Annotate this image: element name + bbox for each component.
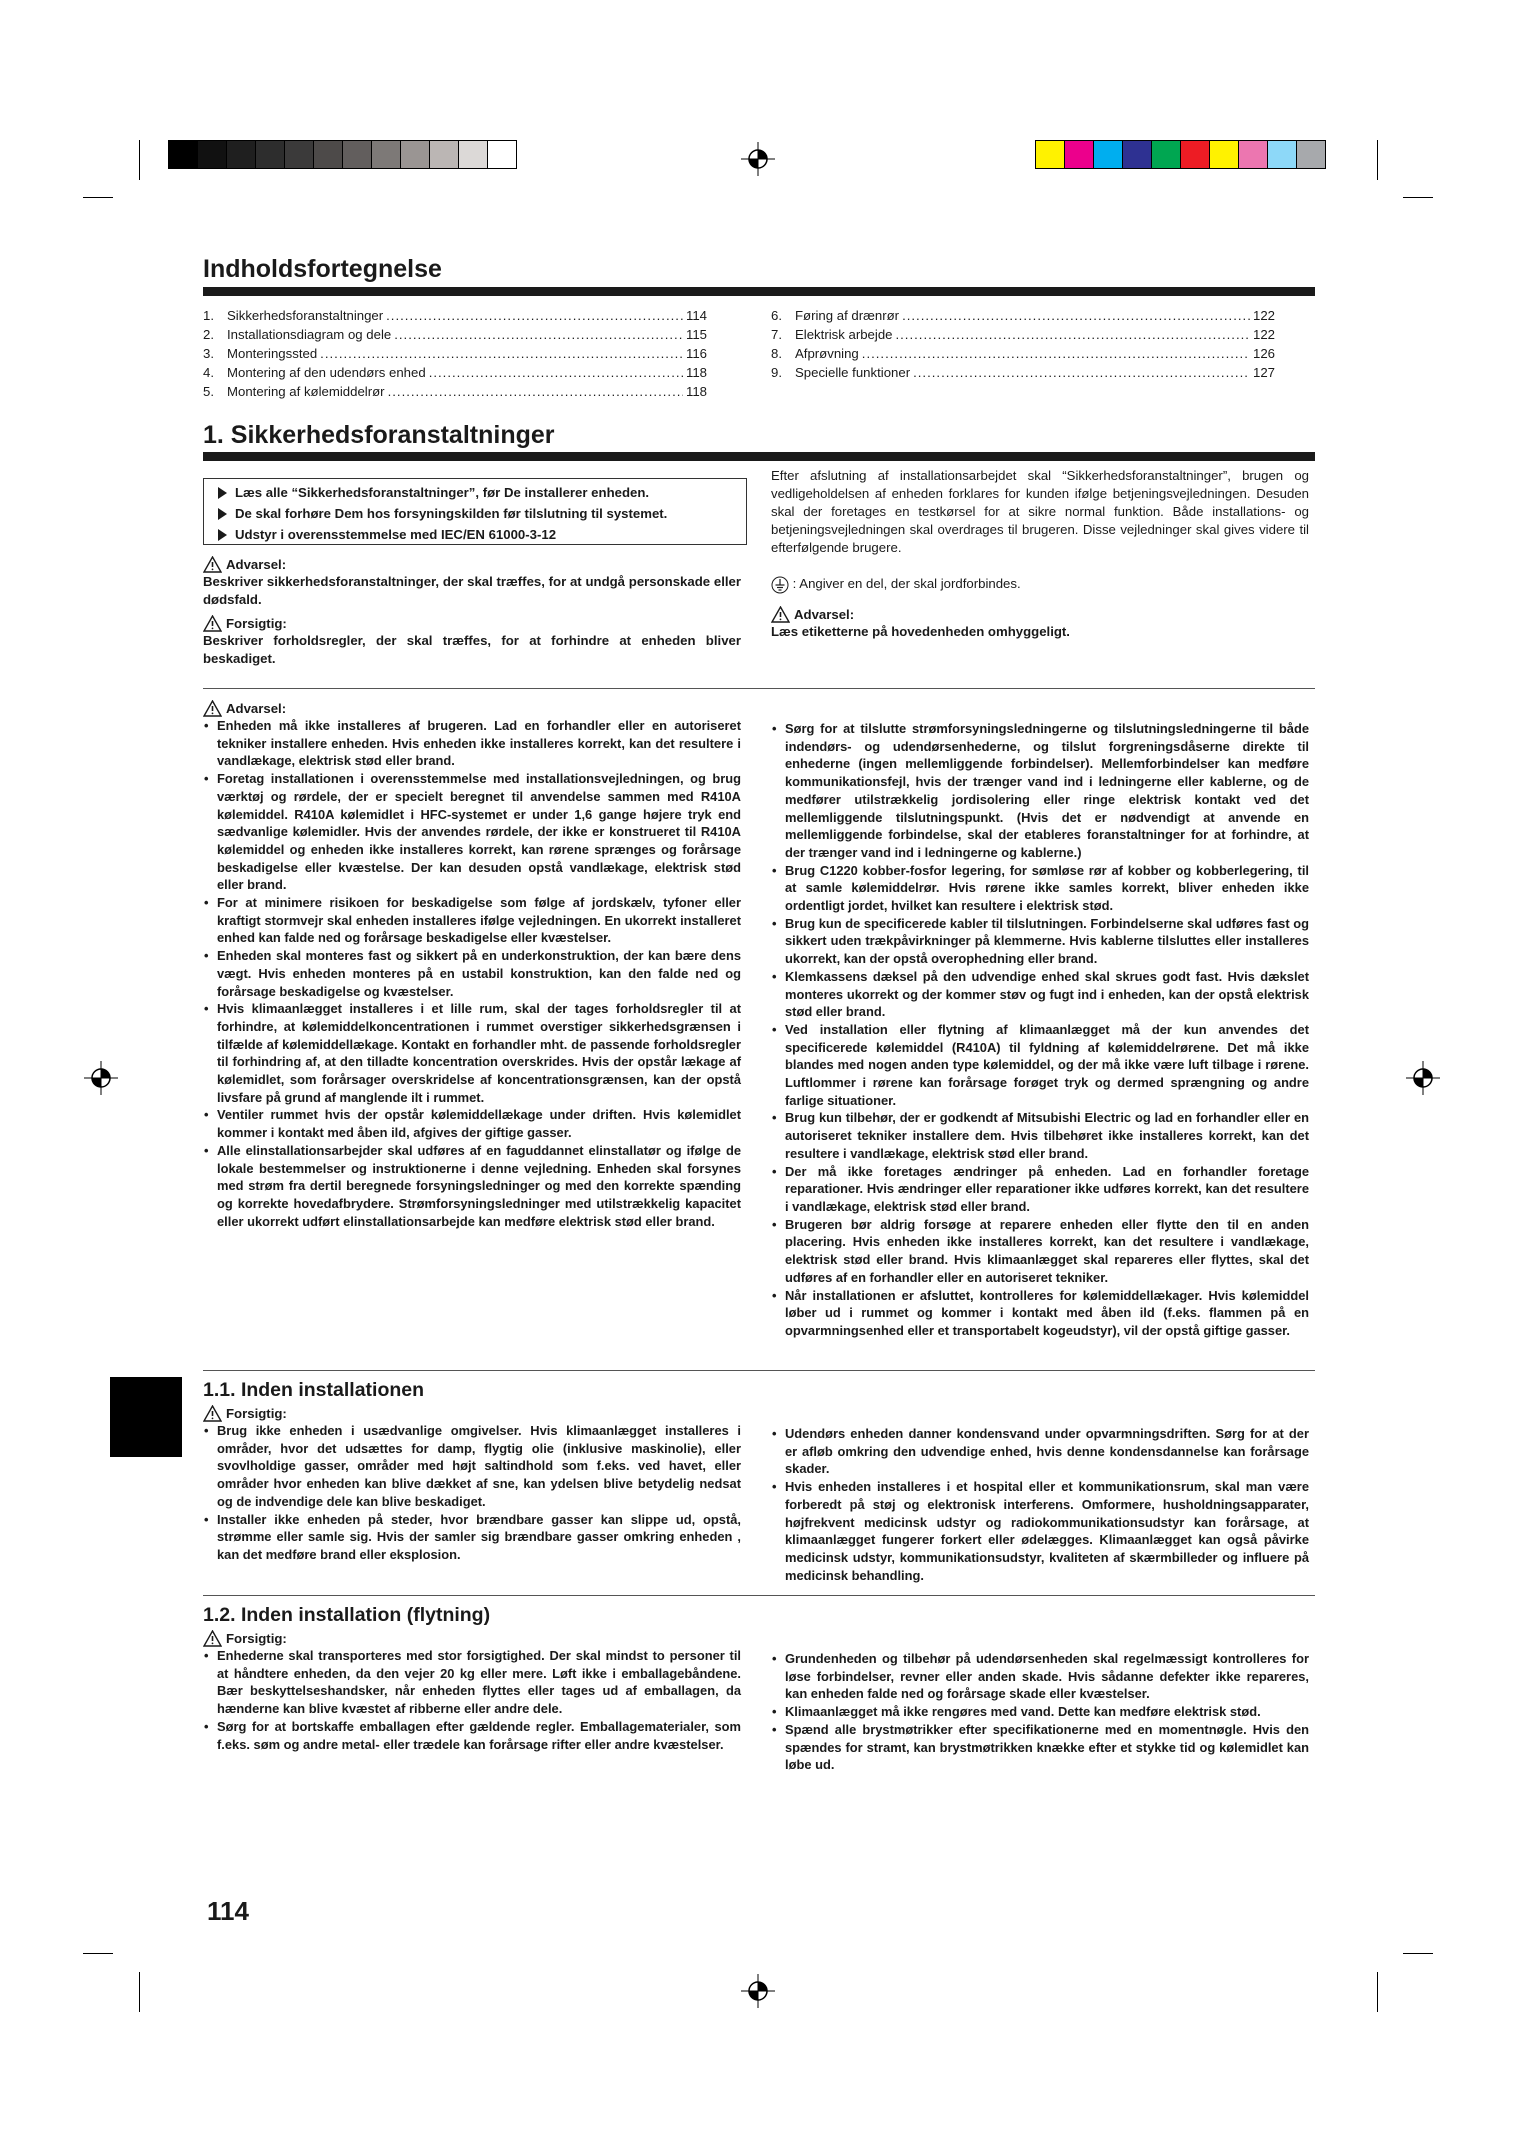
color-calibration-bar bbox=[1035, 140, 1326, 169]
forsigtig-heading: Forsigtig: bbox=[203, 1405, 741, 1422]
toc-entry[interactable] bbox=[771, 325, 1275, 344]
s12-right bbox=[771, 1650, 1309, 1774]
divider bbox=[203, 688, 1315, 689]
toc-entry-page: 114 bbox=[685, 308, 707, 323]
color-swatch bbox=[429, 141, 458, 168]
toc-entry-number: 8. bbox=[771, 346, 782, 361]
toc-entry-page: 115 bbox=[685, 327, 707, 342]
important-notice-box bbox=[203, 478, 747, 545]
bullet-item: • Hvis enheden installeres i et hospital eller et kommunikationsrum, skal man være forberedt på støj og elektronisk interferens. Omformere, husholdningsapparater, højfrekvent medicinsk udstyr og radiokommunikationsudstyr kan forårsage, at klimaanlægget fungerer forkert eller ødelægges. Klimaanlægget kan også påvirke medicinsk udstyr, kommunikationsudstyr, kvaliteten af skærmbilleder og influere på medicinsk behandling. bbox=[771, 1478, 1309, 1584]
toc-entry-page: 122 bbox=[1252, 308, 1275, 323]
color-swatch bbox=[342, 141, 371, 168]
section-title: 1. Sikkerhedsforanstaltninger bbox=[203, 421, 555, 449]
color-swatch bbox=[1296, 141, 1325, 168]
caution-list bbox=[771, 1650, 1309, 1774]
subsection-title: 1.1. Inden installationen bbox=[203, 1379, 425, 1401]
warnings-left bbox=[203, 700, 741, 1230]
bullet-item: • Sørg for at tilslutte strømforsyningsledningerne og tilslutningsledningerne til både indendørs- og udendørsenhederne, og tilslut forgreningsdåserne direkte til enhederne (ingen mellemliggende forbindelser). Mellemforbindelser kan medføre kommunikationsfejl, hvis der trænger vand ind i ledningerne eller kablerne, og de medfører utilstrækkelig jordisolering eller ringe elektrisk kontakt ved det mellemliggende tilslutningspunkt. (Hvis det er nødvendigt at anvende en mellemliggende forbindelse, skal der etableres foranstaltninger for at forhindre, at der trænger vand ind i ledningerne og kablerne.) bbox=[771, 720, 1309, 862]
toc-entry-number: 9. bbox=[771, 365, 782, 380]
toc-entry-number: 4. bbox=[203, 365, 214, 380]
toc-title: Indholdsfortegnelse bbox=[203, 255, 442, 283]
toc-entry[interactable] bbox=[203, 325, 707, 344]
crop-mark bbox=[139, 140, 140, 180]
divider bbox=[203, 1595, 1315, 1596]
color-swatch bbox=[1209, 141, 1238, 168]
warning-list bbox=[771, 720, 1309, 1340]
s11-left bbox=[203, 1405, 741, 1564]
bullet-item: • Klemkassens dæksel på den udvendige enhed skal skrues godt fast. Hvis dækslet monteres ukorrekt og der kommer støv og fugt ind i enheden, kan der opstå elektrisk stød eller brand. bbox=[771, 968, 1309, 1021]
color-swatch bbox=[1267, 141, 1296, 168]
color-swatch bbox=[458, 141, 487, 168]
toc-entry[interactable] bbox=[771, 306, 1275, 325]
section-rule bbox=[203, 452, 1315, 461]
color-swatch bbox=[1180, 141, 1209, 168]
color-swatch bbox=[1064, 141, 1093, 168]
bullet-item: • Enheden skal monteres fast og sikkert på en underkonstruktion, der kan bære dens vægt. Hvis enheden monteres på en ustabil konstruktion, kan den falde ned og forårsage beskadigelse og kvæstelser. bbox=[203, 947, 741, 1000]
toc-entry-label: Installationsdiagram og dele bbox=[227, 327, 392, 342]
advarsel-heading: Advarsel: bbox=[203, 556, 741, 573]
bullet-item: • Brug ikke enheden i usædvanlige omgivelser. Hvis klimaanlægget installeres i områder, hvor det udsættes for damp, flygtig olie (inklusive maskinolie), eller svovlholdige gasser, områder med højt saltindhold som f.eks. ved havet, eller områder hvor enheden kan blive dækket af sne, kan ydelsen blive betydelig nedsat og de indvendige dele kan blive beskadiget. bbox=[203, 1422, 741, 1511]
color-swatch bbox=[1238, 141, 1267, 168]
toc-entry-page: 118 bbox=[685, 365, 707, 380]
forsigtig-text: Beskriver forholdsregler, der skal træffes, for at forhindre at enheden bliver beskadiget. bbox=[203, 633, 741, 666]
arrow-right-icon bbox=[218, 508, 227, 520]
toc-leader-dots bbox=[913, 363, 1250, 382]
divider bbox=[203, 1370, 1315, 1371]
forsigtig-heading: Forsigtig: bbox=[203, 1630, 741, 1647]
warning-triangle-icon bbox=[203, 556, 222, 573]
bullet-item: • Hvis klimaanlægget installeres i et lille rum, skal der tages forholdsregler til at forhindre, at kølemiddelkoncentrationen i rummet overstiger sikkerhedsgrænsen i tilfælde af kølemiddellækage. Kontakt en forhandler mht. de passende forholdsregler til forhindring af, at den tilladte koncentration overskrides. Hvis der opstår lækage af kølemidlet, som forårsager overskridelse af koncentrationsgrænsen, kan der opstå livsfare på grund af manglende ilt i rummet. bbox=[203, 1000, 741, 1106]
intro-text: Efter afslutning af installationsarbejdet skal “Sikkerhedsforanstaltninger”, brugen og vedligeholdelsen af enheden forklares for kunden ifølge betjeningsvejledningen. Desuden skal der foretages en testkørsel for at sikre normal funktion. Både installations- og betjeningsvejledningen skal overdrages til brugeren. Disse vejledninger skal gives videre til efterfølgende brugere. bbox=[771, 468, 1309, 555]
bullet-item: • Der må ikke foretages ændringer på enheden. Lad en forhandler foretage reparationer. Hvis ændringer eller reparationer ikke udføres korrekt, kan det resultere i vandlækage, elektrisk stød eller brand. bbox=[771, 1163, 1309, 1216]
color-swatch bbox=[487, 141, 516, 168]
toc-entry-label: Sikkerhedsforanstaltninger bbox=[227, 308, 384, 323]
registration-mark-icon bbox=[741, 142, 775, 176]
definitions-left bbox=[203, 556, 741, 668]
toc-left-column bbox=[203, 306, 707, 401]
caution-list bbox=[203, 1647, 741, 1753]
arrow-right-icon bbox=[218, 529, 227, 541]
crop-mark bbox=[1377, 140, 1378, 180]
toc-entry-number: 1. bbox=[203, 308, 214, 323]
color-swatch bbox=[1093, 141, 1122, 168]
color-swatch bbox=[255, 141, 284, 168]
color-swatch bbox=[284, 141, 313, 168]
registration-mark-icon bbox=[84, 1061, 118, 1095]
toc-entry-label: Føring af drænrør bbox=[795, 308, 900, 323]
bullet-item: • Alle elinstallationsarbejder skal udføres af en faguddannet elinstallatør og ifølge de lokale bestemmelser og instruktionerne i denne vejledning. Enheden skal forsynes med strøm fra dertil beregnede forsyningsledninger og med den korrekte spænding og korrekte hovedafbrydere. Strømforsyningsledninger med utilstrækkelig kapacitet eller ukorrekt udført elinstallationsarbejde kan medføre elektrisk stød eller brand. bbox=[203, 1142, 741, 1231]
toc-entry-page: 127 bbox=[1252, 365, 1275, 380]
warning-triangle-icon bbox=[203, 615, 222, 632]
advarsel-heading: Advarsel: bbox=[771, 606, 1309, 623]
toc-entry[interactable] bbox=[203, 306, 707, 325]
bullet-item: • Udendørs enheden danner kondensvand under opvarmningsdriften. Sørg for at der er afløb omkring den udvendige enhed, hvis denne kondensdannelse kan forårsage skader. bbox=[771, 1425, 1309, 1478]
bullet-item: • Brugeren bør aldrig forsøge at reparere enheden eller flytte den til en anden placering. Hvis enheden ikke installeres korrekt, kan det resultere i vandlækage, elektrisk stød eller brand. Hvis klimaanlægget skal repareres eller flyttes, skal det udføres af en forhandler eller en autoriseret tekniker. bbox=[771, 1216, 1309, 1287]
warnings-right bbox=[771, 720, 1309, 1340]
definitions-right bbox=[771, 467, 1309, 641]
notice-line: Udstyr i overensstemmelse med IEC/EN 61000-3-12 bbox=[218, 524, 746, 545]
forsigtig-heading: Forsigtig: bbox=[203, 615, 741, 632]
toc-entry-label: Elektrisk arbejde bbox=[795, 327, 893, 342]
crop-mark bbox=[139, 1972, 140, 2012]
crop-mark bbox=[83, 1953, 113, 1954]
toc-rule bbox=[203, 287, 1315, 296]
bullet-item: • Grundenheden og tilbehør på udendørsenheden skal regelmæssigt kontrolleres for løse forbindelser, revner eller anden skade. Hvis sådanne defekter ikke repareres, kan enheden falde ned og forårsage skade eller kvæstelser. bbox=[771, 1650, 1309, 1703]
toc-entry-number: 6. bbox=[771, 308, 782, 323]
bullet-item: • Enheden må ikke installeres af brugeren. Lad en forhandler eller en autoriseret tekniker installere enheden. Hvis enheden ikke installeres korrekt, kan det resultere i vandlækage, elektrisk stød eller brand. bbox=[203, 717, 741, 770]
toc-entry[interactable] bbox=[771, 344, 1275, 363]
notice-line: Læs alle “Sikkerhedsforanstaltninger”, før De installerer enheden. bbox=[218, 482, 746, 503]
toc-leader-dots bbox=[902, 306, 1250, 325]
warning-triangle-icon bbox=[203, 700, 222, 717]
warning-triangle-icon bbox=[203, 1405, 222, 1422]
toc-entry-label: Montering af den udendørs enhed bbox=[227, 365, 426, 380]
toc-leader-dots bbox=[862, 344, 1250, 363]
toc-entry-label: Monteringssted bbox=[227, 346, 318, 361]
toc-entry-page: 116 bbox=[685, 346, 707, 361]
bullet-item: • Brug C1220 kobber-fosfor legering, for sømløse rør af kobber og kobberlegering, til at samle kølemiddelrør. Hvis rørene ikke samles korrekt, bliver enheden ikke ordentligt jordet, hvilket kan resultere i elektrisk stød. bbox=[771, 862, 1309, 915]
toc-leader-dots bbox=[394, 325, 683, 344]
bullet-item: • Spænd alle brystmøtrikker efter specifikationerne med en momentnøgle. Hvis den spændes for stramt, kan brystmøtrikken knække efter et stykke tid og kølemidlet kan løbe ud. bbox=[771, 1721, 1309, 1774]
grayscale-calibration-bar bbox=[168, 140, 517, 169]
ground-note: : Angiver en del, der skal jordforbindes. bbox=[771, 575, 1309, 594]
advarsel-text: Beskriver sikkerhedsforanstaltninger, der skal træffes, for at undgå personskade eller dødsfald. bbox=[203, 574, 741, 607]
color-swatch bbox=[400, 141, 429, 168]
subsection-title: 1.2. Inden installation (flytning) bbox=[203, 1604, 491, 1626]
bullet-item: • For at minimere risikoen for beskadigelse som følge af jordskælv, tyfoner eller kraftigt stormvejr skal enheden installeres ifølge vejledningen. En ukorrekt installeret enhed kan falde ned og forårsage beskadigelse eller kvæstelser. bbox=[203, 894, 741, 947]
color-swatch bbox=[371, 141, 400, 168]
bullet-item: • Når installationen er afsluttet, kontrolleres for kølemiddellækager. Hvis kølemiddel løber ud i rummet og kommer i kontakt med åben ild (f.eks. flammen på en opvarmningsenhed eller et transportabelt kogeudstyr), vil der opstå giftige gasser. bbox=[771, 1287, 1309, 1340]
toc-leader-dots bbox=[320, 344, 683, 363]
warning-triangle-icon bbox=[203, 1630, 222, 1647]
toc-leader-dots bbox=[386, 306, 683, 325]
color-swatch bbox=[1151, 141, 1180, 168]
bullet-item: • Brug kun tilbehør, der er godkendt af Mitsubishi Electric og lad en forhandler eller en autoriseret tekniker installere dem. Hvis tilbehøret ikke installeres korrekt, kan det resultere i vandlækage, elektrisk stød eller brand. bbox=[771, 1109, 1309, 1162]
toc-leader-dots bbox=[429, 363, 683, 382]
toc-entry[interactable] bbox=[203, 344, 707, 363]
registration-mark-icon bbox=[1406, 1061, 1440, 1095]
toc-entry[interactable] bbox=[203, 363, 707, 382]
chapter-tab bbox=[110, 1377, 182, 1457]
caution-list bbox=[203, 1422, 741, 1564]
arrow-right-icon bbox=[218, 487, 227, 499]
bullet-item: • Ventiler rummet hvis der opstår kølemiddellækage under driften. Hvis kølemidlet kommer i kontakt med åben ild, afgives der giftige gasser. bbox=[203, 1106, 741, 1141]
toc-entry-page: 126 bbox=[1252, 346, 1275, 361]
toc-entry[interactable] bbox=[203, 382, 707, 401]
toc-entry-label: Specielle funktioner bbox=[795, 365, 911, 380]
color-swatch bbox=[226, 141, 255, 168]
ground-symbol-icon bbox=[771, 576, 789, 594]
warning-list bbox=[203, 717, 741, 1230]
bullet-item: • Installer ikke enheden på steder, hvor brændbare gasser kan slippe ud, opstå, strømme eller samle sig. Hvis der samler sig brændbare gasser omkring enheden , kan det medføre brand eller eksplosion. bbox=[203, 1511, 741, 1564]
crop-mark bbox=[1403, 1953, 1433, 1954]
notice-line: De skal forhøre Dem hos forsyningskilden før tilslutning til systemet. bbox=[218, 503, 746, 524]
registration-mark-icon bbox=[741, 1974, 775, 2008]
bullet-item: • Enhederne skal transporteres med stor forsigtighed. Der skal mindst to personer til at håndtere enheden, da den vejer 20 kg eller mere. Løft ikke i emballagebåndene. Bær beskyttelseshandsker, når enheden flyttes eller tages ud af emballagen, da hænderne kan blive kvæstet af ribberne eller andre dele. bbox=[203, 1647, 741, 1718]
crop-mark bbox=[1377, 1972, 1378, 2012]
toc-entry-number: 3. bbox=[203, 346, 214, 361]
caution-list bbox=[771, 1425, 1309, 1584]
color-swatch bbox=[169, 141, 197, 168]
toc-entry-number: 2. bbox=[203, 327, 214, 342]
color-swatch bbox=[1122, 141, 1151, 168]
toc-leader-dots bbox=[895, 325, 1250, 344]
crop-mark bbox=[1403, 197, 1433, 198]
color-swatch bbox=[197, 141, 226, 168]
toc-entry[interactable] bbox=[771, 363, 1275, 382]
bullet-item: • Klimaanlægget må ikke rengøres med vand. Dette kan medføre elektrisk stød. bbox=[771, 1703, 1309, 1721]
toc-leader-dots bbox=[388, 382, 683, 401]
page-number: 114 bbox=[207, 1896, 249, 1926]
s11-right bbox=[771, 1425, 1309, 1584]
toc-entry-number: 5. bbox=[203, 384, 214, 399]
toc-entry-label: Montering af kølemiddelrør bbox=[227, 384, 385, 399]
crop-mark bbox=[83, 197, 113, 198]
color-swatch bbox=[1036, 141, 1064, 168]
bullet-item: • Sørg for at bortskaffe emballagen efter gældende regler. Emballagematerialer, som f.eks. søm og andre metal- eller trædele kan forårsage rifter eller andre kvæstelser. bbox=[203, 1718, 741, 1753]
toc-right-column bbox=[771, 306, 1275, 382]
s12-left bbox=[203, 1630, 741, 1753]
toc-entry-page: 118 bbox=[685, 384, 707, 399]
advarsel-heading: Advarsel: bbox=[203, 700, 741, 717]
warning-triangle-icon bbox=[771, 606, 790, 623]
bullet-item: • Brug kun de specificerede kabler til tilslutningen. Forbindelserne skal udføres fast og sikkert uden trækpåvirkninger på klemmerne. Hvis kablerne tilsluttes eller installeres ukorrekt, kan der opstå overophedning eller brand. bbox=[771, 915, 1309, 968]
toc-entry-label: Afprøvning bbox=[795, 346, 859, 361]
advarsel-text: Læs etiketterne på hovedenheden omhyggeligt. bbox=[771, 623, 1070, 639]
bullet-item: • Foretag installationen i overensstemmelse med installationsvejledningen, og brug værktøj og rørdele, der er specielt beregnet til anvendelse sammen med R410A kølemiddel. R410A kølemidlet i HFC-systemet er under 1,6 gange højere tryk end sædvanlige kølemidler. Hvis der anvendes rørdele, der ikke er konstrueret til R410A kølemiddel og enheden ikke installeres korrekt, kan rørene sprænges og forårsage beskadigelse eller kvæstelse. Der kan desuden opstå vandlækage, elektrisk stød eller brand. bbox=[203, 770, 741, 894]
bullet-item: • Ved installation eller flytning af klimaanlægget må der kun anvendes det specificerede kølemiddel (R410A) til fyldning af kølemiddelrørene. Det må ikke blandes med nogen anden type kølemiddel, og der må ikke være luft tilbage i rørene. Luftlommer i rørene kan forårsage forøget tryk og dermed sprængning og andre farlige situationer. bbox=[771, 1021, 1309, 1110]
toc-entry-page: 122 bbox=[1252, 327, 1275, 342]
toc-entry-number: 7. bbox=[771, 327, 782, 342]
color-swatch bbox=[313, 141, 342, 168]
